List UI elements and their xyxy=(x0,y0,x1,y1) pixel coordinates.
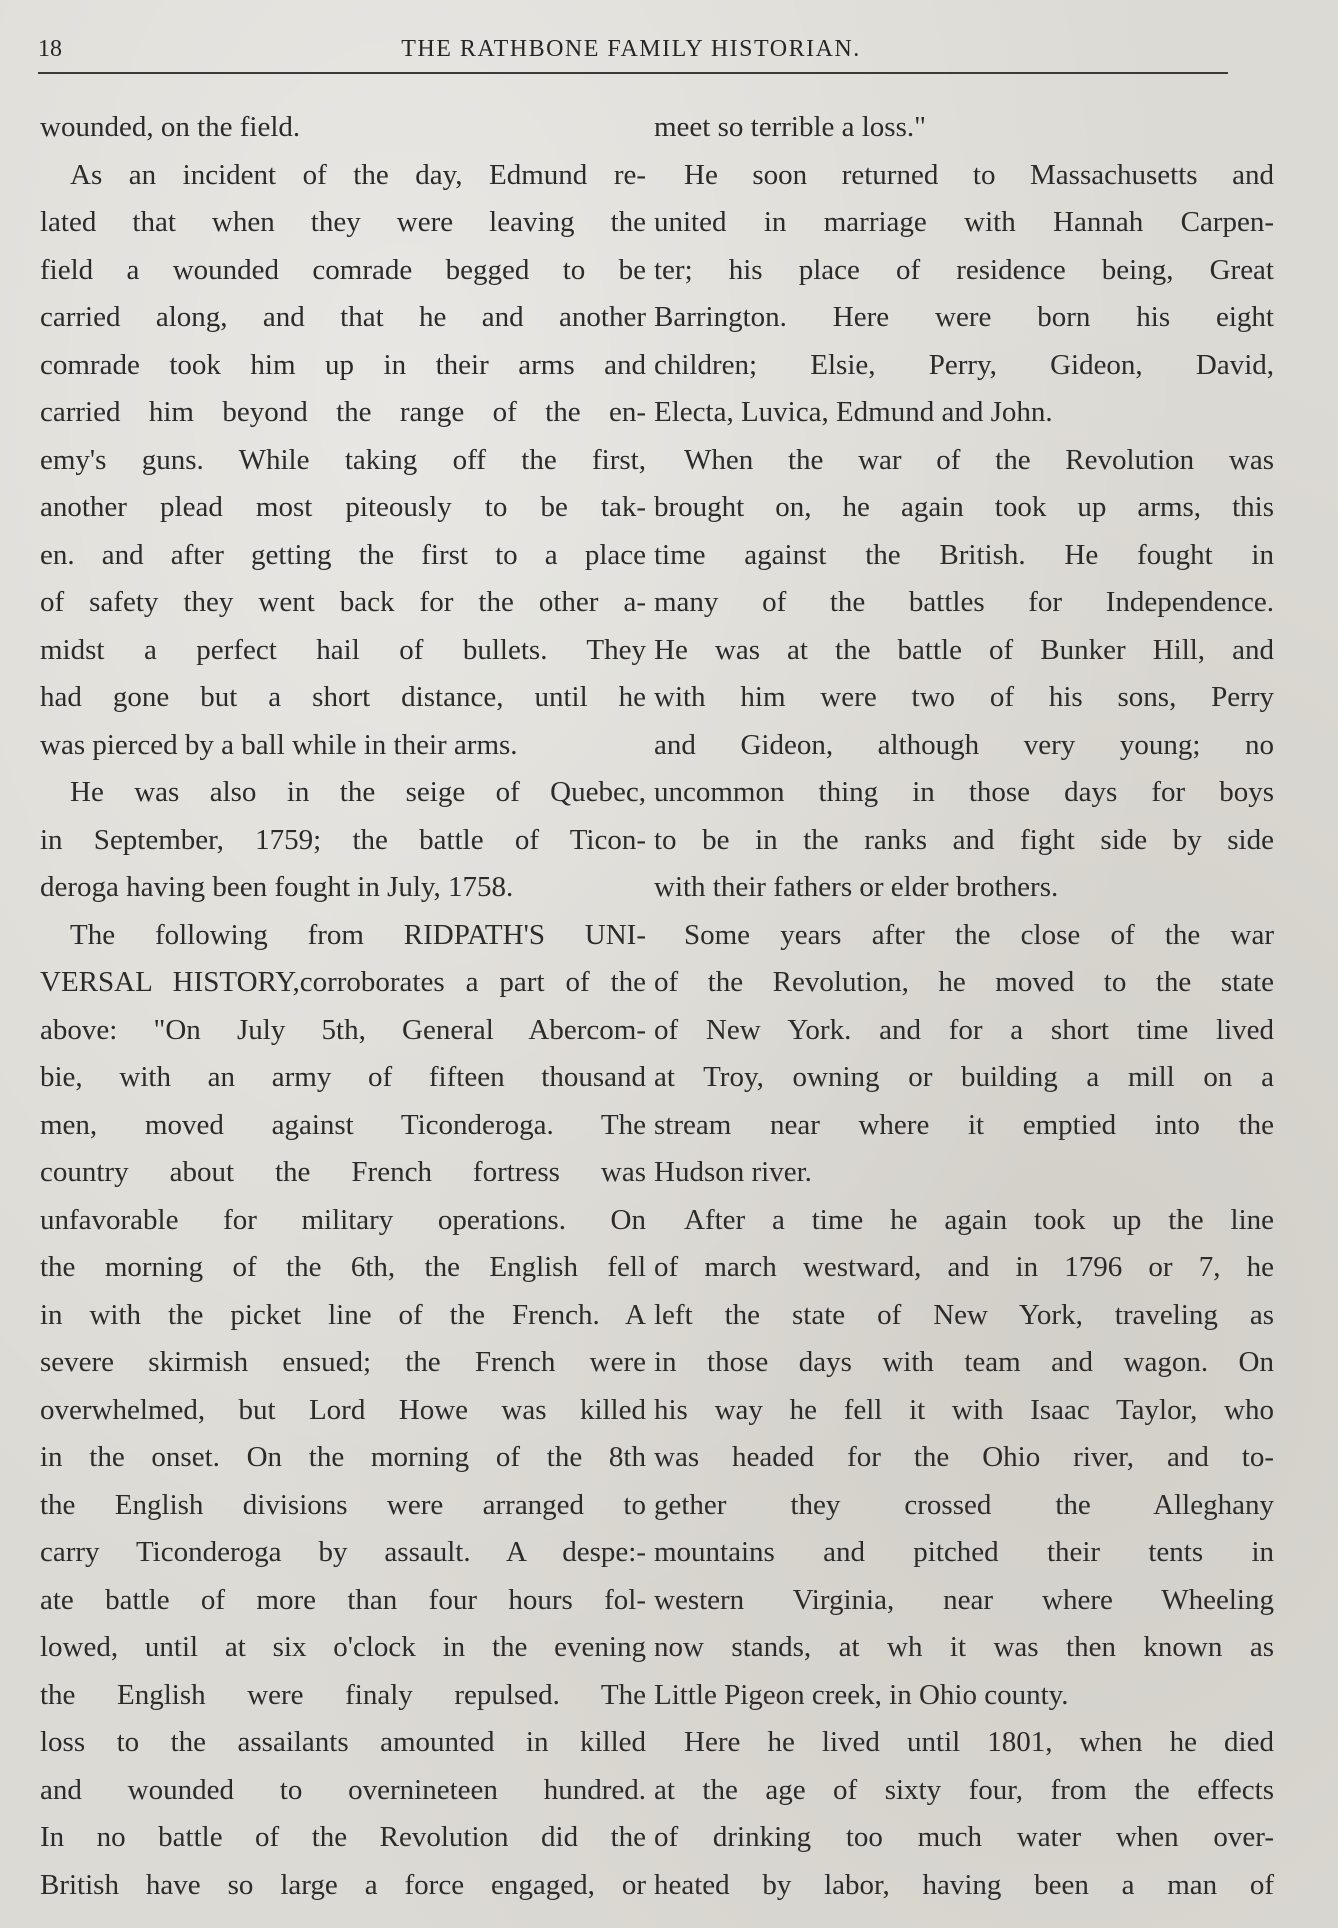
text-line: unfavorable for military operations. On xyxy=(40,1203,646,1236)
text-line: He was also in the seige of Quebec, xyxy=(70,776,646,808)
text-line: his way he fell it with Isaac Taylor, who xyxy=(654,1393,1274,1426)
text-line: Some years after the close of the war xyxy=(684,918,1274,951)
text-line: carry Ticonderoga by assault. A despe:- xyxy=(40,1536,646,1568)
text-line: the English were finaly repulsed. The xyxy=(40,1678,646,1711)
text-line: many of the battles for Independence. xyxy=(654,586,1274,618)
text-line: In no battle of the Revolution did the xyxy=(40,1821,646,1853)
text-line: with him were two of his sons, Perry xyxy=(654,681,1274,713)
text-line: in those days with team and wagon. On xyxy=(654,1346,1274,1378)
text-line: British have so large a force engaged, or xyxy=(40,1868,646,1901)
text-line: in the onset. On the morning of the 8th xyxy=(40,1441,646,1473)
text-line: country about the French fortress was xyxy=(40,1156,646,1188)
text-line: He was at the battle of Bunker Hill, and xyxy=(654,633,1274,666)
header-rule xyxy=(38,72,1228,74)
text-line: carried along, and that he and another xyxy=(40,301,646,333)
text-line: at Troy, owning or building a mill on a xyxy=(654,1061,1274,1093)
text-line: now stands, at wh it was then known as xyxy=(654,1631,1274,1663)
text-line: to be in the ranks and fight side by side xyxy=(654,823,1274,856)
text-line: loss to the assailants amounted in killed xyxy=(40,1726,646,1758)
running-head xyxy=(38,36,1224,70)
text-line: stream near where it emptied into the xyxy=(654,1108,1274,1141)
text-line: bie, with an army of fifteen thousand xyxy=(40,1061,646,1093)
text-line: midst a perfect hail of bullets. They xyxy=(40,633,646,666)
text-line: gether they crossed the Alleghany xyxy=(654,1488,1274,1521)
text-line: carried him beyond the range of the en- xyxy=(40,396,646,428)
text-line: of march westward, and in 1796 or 7, he xyxy=(654,1251,1274,1283)
text-line: mountains and pitched their tents in xyxy=(654,1536,1274,1568)
text-line: in September, 1759; the battle of Ticon- xyxy=(40,823,646,856)
text-line: left the state of New York, traveling as xyxy=(654,1298,1274,1331)
text-line: the morning of the 6th, the English fell xyxy=(40,1251,646,1283)
text-line: Little Pigeon creek, in Ohio county. xyxy=(654,1678,1069,1711)
text-line: of the Revolution, he moved to the state xyxy=(654,966,1274,998)
text-line: and Gideon, although very young; no xyxy=(654,728,1274,761)
text-line: another plead most piteously to be tak- xyxy=(40,491,646,523)
text-line: of New York. and for a short time lived xyxy=(654,1013,1274,1046)
page-number: 18 xyxy=(38,36,62,62)
text-line: After a time he again took up the line xyxy=(684,1203,1274,1236)
text-line: comrade took him up in their arms and xyxy=(40,348,646,381)
text-line: above: "On July 5th, General Abercom- xyxy=(40,1013,646,1046)
text-line: united in marriage with Hannah Carpen- xyxy=(654,206,1274,238)
text-line: Hudson river. xyxy=(654,1156,812,1188)
text-line: en. and after getting the first to a place xyxy=(40,538,646,571)
text-line: deroga having been fought in July, 1758. xyxy=(40,871,514,903)
text-line: with their fathers or elder brothers. xyxy=(654,871,1059,903)
text-line: severe skirmish ensued; the French were xyxy=(40,1346,646,1378)
right-text-column xyxy=(654,104,1274,1909)
text-line: When the war of the Revolution was xyxy=(684,443,1274,476)
text-line: western Virginia, near where Wheeling xyxy=(654,1583,1274,1616)
text-line: The following from RIDPATH'S UNI- xyxy=(70,918,646,951)
left-text-column xyxy=(40,104,646,1909)
text-line: Electa, Luvica, Edmund and John. xyxy=(654,396,1053,428)
text-line: in with the picket line of the French. A xyxy=(40,1298,646,1331)
text-line: was pierced by a ball while in their arms. xyxy=(40,728,518,761)
text-line: lated that when they were leaving the xyxy=(40,206,646,238)
text-line: He soon returned to Massachusetts and xyxy=(684,158,1274,191)
text-line: VERSAL HISTORY,corroborates a part of the xyxy=(40,966,646,998)
text-line: lowed, until at six o'clock in the evening xyxy=(40,1631,646,1663)
text-line: uncommon thing in those days for boys xyxy=(654,776,1274,808)
text-line: at the age of sixty four, from the effects xyxy=(654,1773,1274,1806)
text-line: ate battle of more than four hours fol- xyxy=(40,1583,646,1616)
journal-title: THE RATHBONE FAMILY HISTORIAN. xyxy=(401,36,861,62)
text-line: of safety they went back for the other a- xyxy=(40,586,646,618)
text-line: Barrington. Here were born his eight xyxy=(654,301,1274,333)
text-line: field a wounded comrade begged to be xyxy=(40,253,646,286)
text-line: had gone but a short distance, until he xyxy=(40,681,646,713)
text-line: children; Elsie, Perry, Gideon, David, xyxy=(654,348,1274,381)
text-line: ter; his place of residence being, Great xyxy=(654,253,1274,286)
text-line: Here he lived until 1801, when he died xyxy=(684,1726,1274,1758)
text-line: As an incident of the day, Edmund re- xyxy=(70,158,646,191)
text-line: of drinking too much water when over- xyxy=(654,1821,1274,1853)
text-line: emy's guns. While taking off the first, xyxy=(40,443,646,476)
text-line: meet so terrible a loss." xyxy=(654,111,926,143)
text-line: wounded, on the field. xyxy=(40,111,301,143)
text-line: was headed for the Ohio river, and to- xyxy=(654,1441,1274,1473)
text-line: the English divisions were arranged to xyxy=(40,1488,646,1521)
text-line: and wounded to overnineteen hundred. xyxy=(40,1773,646,1806)
text-line: time against the British. He fought in xyxy=(654,538,1274,571)
text-line: heated by labor, having been a man of xyxy=(654,1868,1274,1901)
text-line: men, moved against Ticonderoga. The xyxy=(40,1108,646,1141)
text-line: brought on, he again took up arms, this xyxy=(654,491,1274,523)
text-line: overwhelmed, but Lord Howe was killed xyxy=(40,1393,646,1426)
